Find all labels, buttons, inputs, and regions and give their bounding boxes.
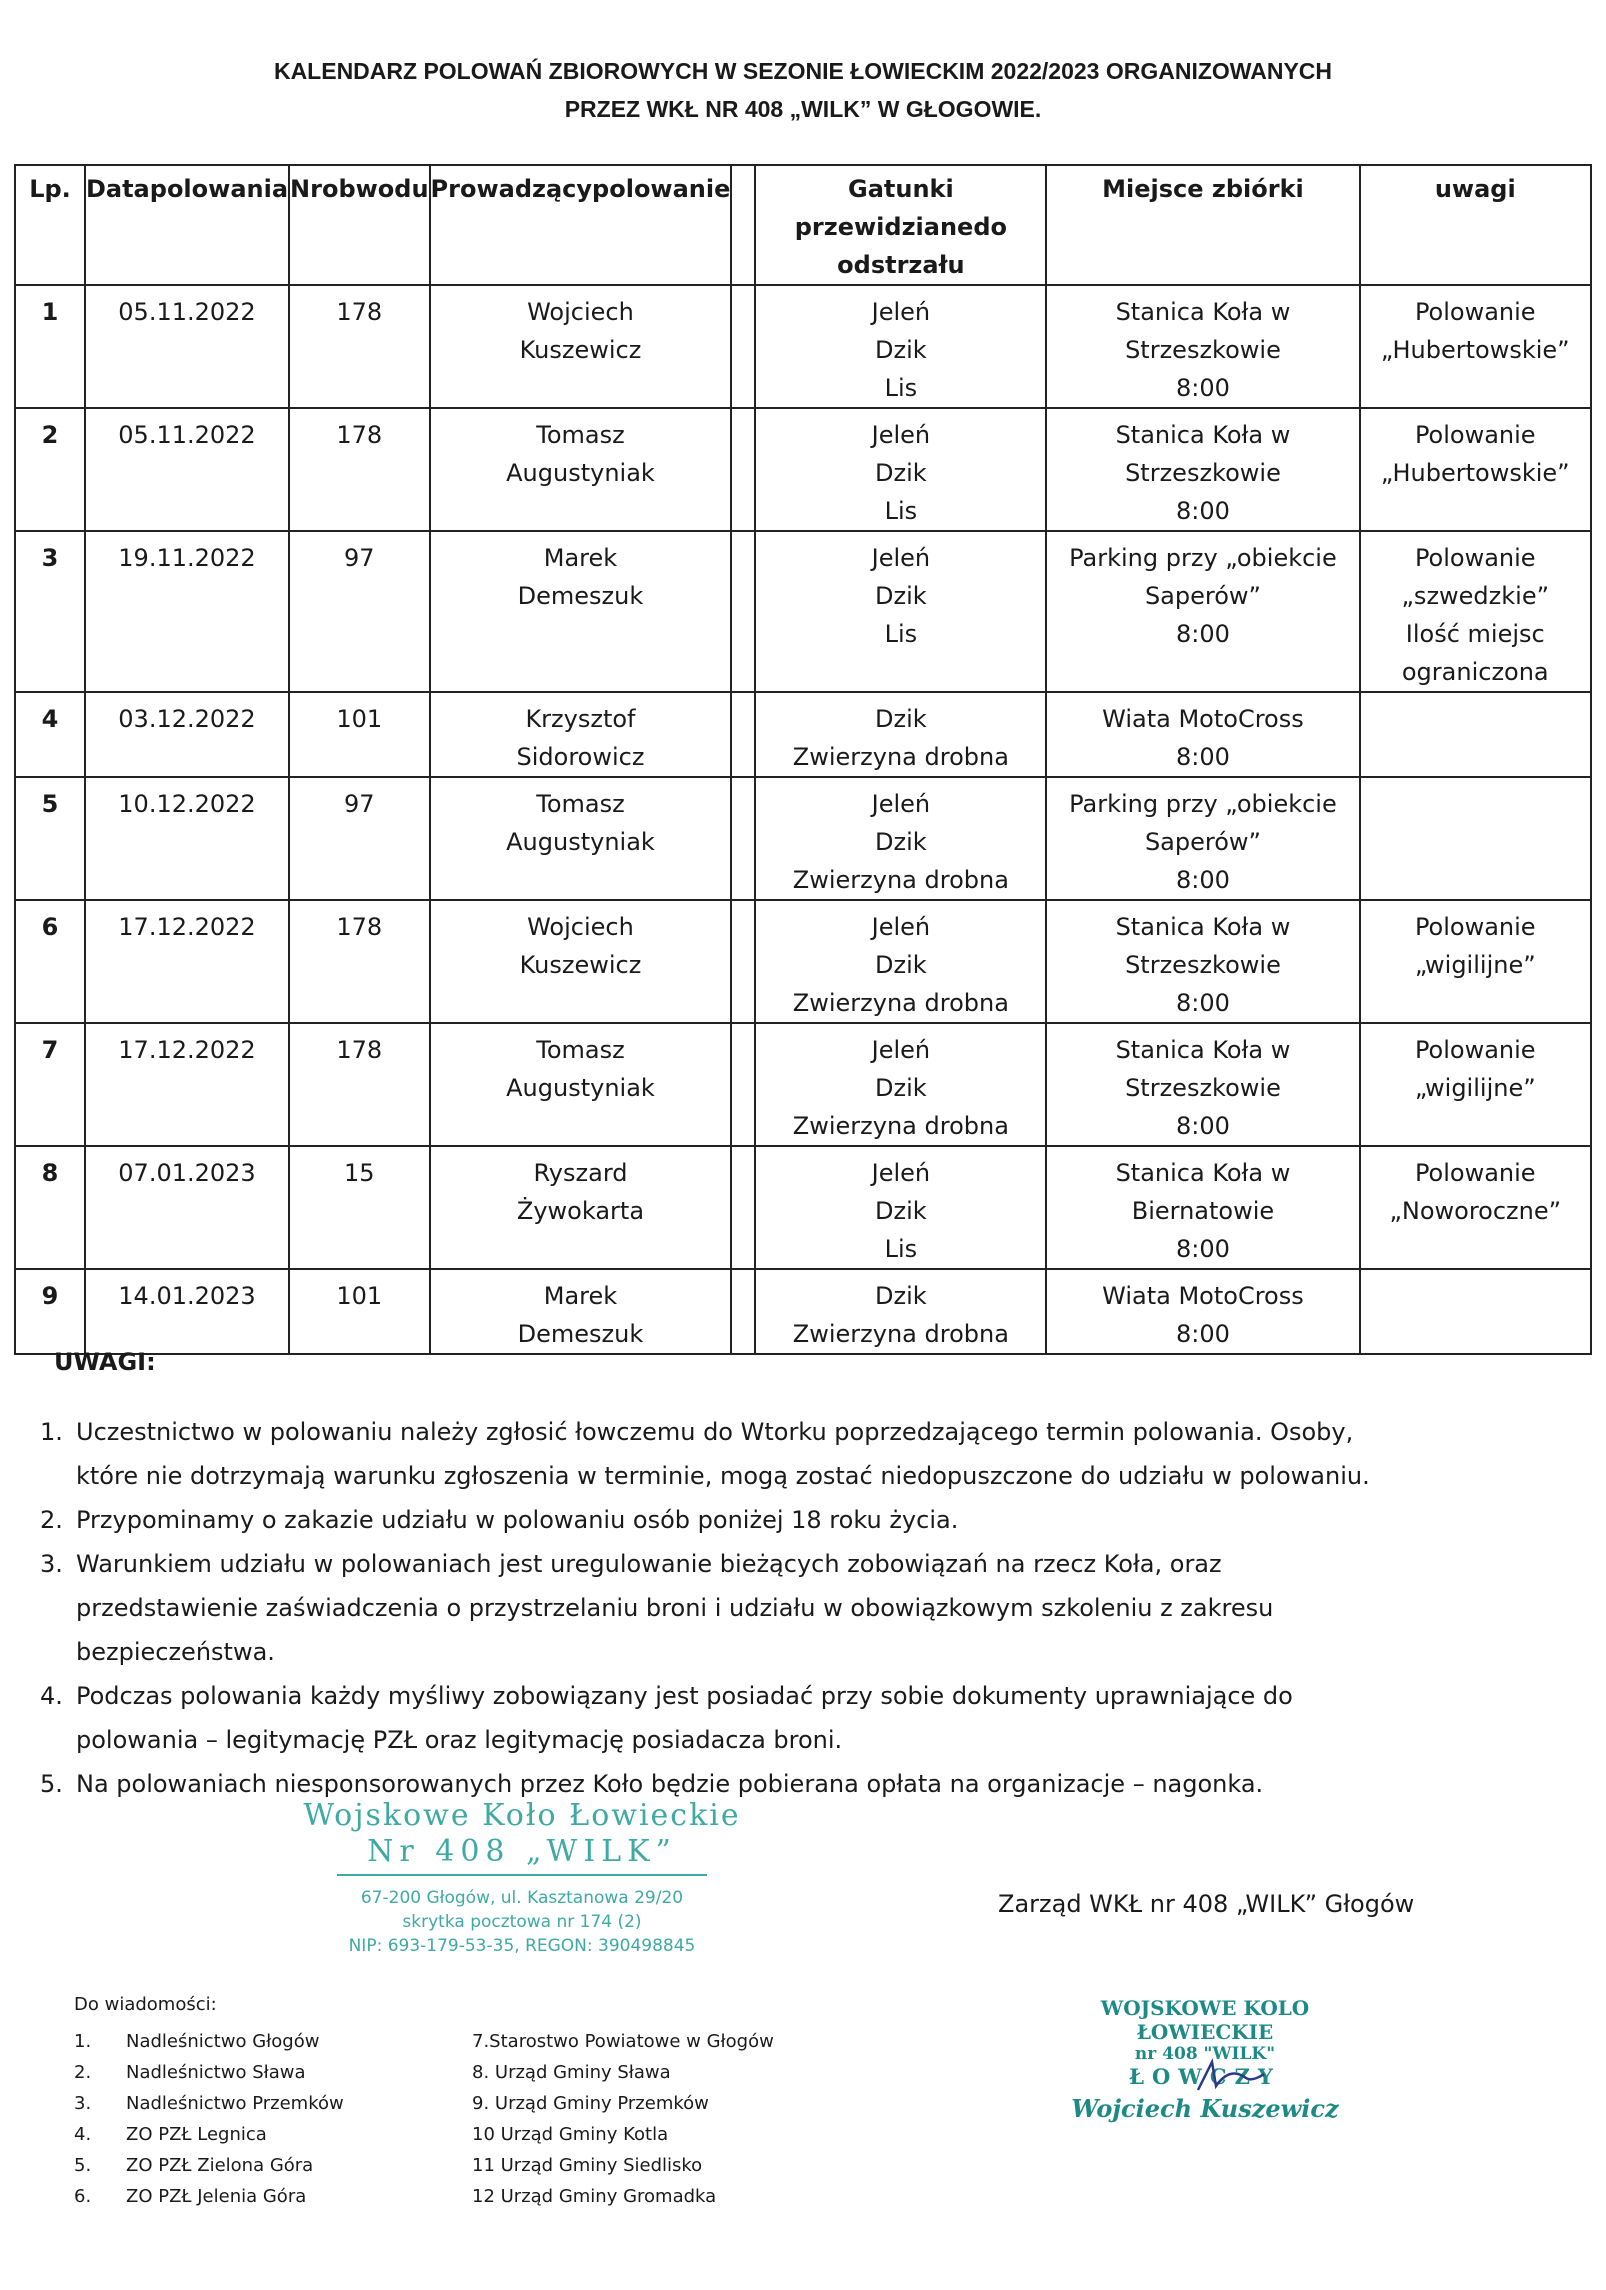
club-stamp <box>292 1798 752 1958</box>
cell-notes: Polowanie „wigilijne” <box>1360 1023 1591 1146</box>
cell-date: 17.12.2022 <box>85 1023 289 1146</box>
cell-species: Jeleń Dzik Zwierzyna drobna <box>755 1023 1046 1146</box>
cell-nr: 178 <box>289 285 430 408</box>
cell-place: Parking przy „obiekcie Saperów” 8:00 <box>1046 777 1359 900</box>
stamp-address: 67-200 Głogów, ul. Kasztanowa 29/20 <box>360 1888 684 1908</box>
distribution-item: 12 Urząd Gminy Gromadka <box>472 2186 717 2207</box>
cell-lp: 9 <box>15 1269 85 1354</box>
remark-item <box>40 1410 1540 1498</box>
stamp-postbox: skrytka pocztowa nr 174 (2) <box>402 1912 642 1932</box>
distribution-item: 3. Nadleśnictwo Przemków <box>74 2093 344 2114</box>
cell-species: Dzik Zwierzyna drobna <box>755 1269 1046 1354</box>
cell-species: Jeleń Dzik Lis <box>755 531 1046 692</box>
cell-gap <box>731 531 755 692</box>
remark-item <box>40 1542 1540 1674</box>
distribution-list-right <box>472 2026 852 2212</box>
cell-lead: Krzysztof Sidorowicz <box>430 692 732 777</box>
cell-date: 05.11.2022 <box>85 285 289 408</box>
cell-lp: 3 <box>15 531 85 692</box>
cell-nr: 97 <box>289 777 430 900</box>
sig-name: Wojciech Kuszewicz <box>1071 2094 1339 2123</box>
distribution-item: 4. ZO PZŁ Legnica <box>74 2124 267 2145</box>
cell-lead: Wojciech Kuszewicz <box>430 900 732 1023</box>
cell-gap <box>731 285 755 408</box>
remark-number: 4. <box>40 1682 63 1710</box>
distribution-heading: Do wiadomości: <box>74 1994 217 2015</box>
remark-number: 3. <box>40 1550 63 1578</box>
cell-lead: Marek Demeszuk <box>430 531 732 692</box>
cell-notes <box>1360 692 1591 777</box>
header-notes: uwagi <box>1360 165 1591 285</box>
cell-date: 03.12.2022 <box>85 692 289 777</box>
handwritten-signature-icon <box>1190 2056 1270 2096</box>
cell-nr: 101 <box>289 1269 430 1354</box>
cell-species: Jeleń Dzik Zwierzyna drobna <box>755 900 1046 1023</box>
table-body <box>15 285 1591 1354</box>
cell-place: Parking przy „obiekcie Saperów” 8:00 <box>1046 531 1359 692</box>
table-row <box>15 1269 1591 1354</box>
cell-gap <box>731 1269 755 1354</box>
cell-notes: Polowanie „Noworoczne” <box>1360 1146 1591 1269</box>
title-line-2: PRZEZ WKŁ NR 408 „WILK” W GŁOGOWIE. <box>564 96 1042 122</box>
cell-notes <box>1360 777 1591 900</box>
cell-nr: 15 <box>289 1146 430 1269</box>
cell-lp: 4 <box>15 692 85 777</box>
remark-number: 2. <box>40 1506 63 1534</box>
cell-date: 05.11.2022 <box>85 408 289 531</box>
cell-date: 17.12.2022 <box>85 900 289 1023</box>
cell-date: 07.01.2023 <box>85 1146 289 1269</box>
cell-lp: 2 <box>15 408 85 531</box>
table-row <box>15 692 1591 777</box>
cell-lead: Tomasz Augustyniak <box>430 1023 732 1146</box>
distribution-item: 5. ZO PZŁ Zielona Góra <box>74 2155 314 2176</box>
remark-number: 1. <box>40 1418 63 1446</box>
cell-nr: 101 <box>289 692 430 777</box>
cell-date: 14.01.2023 <box>85 1269 289 1354</box>
remarks-list <box>40 1410 1540 1806</box>
cell-species: Jeleń Dzik Lis <box>755 285 1046 408</box>
cell-place: Stanica Koła w Biernatowie 8:00 <box>1046 1146 1359 1269</box>
cell-date: 19.11.2022 <box>85 531 289 692</box>
cell-place: Stanica Koła w Strzeszkowie 8:00 <box>1046 1023 1359 1146</box>
remark-number: 5. <box>40 1770 63 1798</box>
cell-gap <box>731 1023 755 1146</box>
distribution-item: 10 Urząd Gminy Kotla <box>472 2124 669 2145</box>
hunt-calendar-table <box>14 164 1592 1355</box>
distribution-item: 1. Nadleśnictwo Głogów <box>74 2031 320 2052</box>
header-gap <box>731 165 755 285</box>
distribution-list-left <box>74 2026 454 2212</box>
remark-text: Uczestnictwo w polowaniu należy zgłosić łowczemu do Wtorku poprzedzającego termin polowania. Osoby, które nie dotrzymają warunku zgłoszenia w terminie, mogą zostać niedopuszczone do udziału w polowaniu. <box>76 1418 1370 1490</box>
remark-text: Podczas polowania każdy myśliwy zobowiązany jest posiadać przy sobie dokumenty uprawniające do polowania – legitymację PZŁ oraz legitymację posiadacza broni. <box>76 1682 1293 1754</box>
table-row <box>15 777 1591 900</box>
cell-lp: 5 <box>15 777 85 900</box>
distribution-item: 2. Nadleśnictwo Sława <box>74 2062 306 2083</box>
distribution-item: 9. Urząd Gminy Przemków <box>472 2093 709 2114</box>
cell-nr: 178 <box>289 900 430 1023</box>
cell-lead: Marek Demeszuk <box>430 1269 732 1354</box>
remark-item <box>40 1762 1540 1806</box>
remark-item <box>40 1498 1540 1542</box>
cell-notes: Polowanie „wigilijne” <box>1360 900 1591 1023</box>
header-lp: Lp. <box>15 165 85 285</box>
remark-text: Przypominamy o zakazie udziału w polowaniu osób poniżej 18 roku życia. <box>76 1506 959 1534</box>
cell-place: Stanica Koła w Strzeszkowie 8:00 <box>1046 408 1359 531</box>
sig-title: ŁOWCZY <box>1129 2064 1281 2089</box>
table-row <box>15 408 1591 531</box>
cell-species: Jeleń Dzik Lis <box>755 1146 1046 1269</box>
remark-text: Na polowaniach niesponsorowanych przez Koło będzie pobierana opłata na organizacje – nagonka. <box>76 1770 1264 1798</box>
stamp-club-number: Nr 408 „WILK” <box>337 1834 707 1876</box>
cell-gap <box>731 408 755 531</box>
cell-nr: 178 <box>289 408 430 531</box>
cell-lp: 1 <box>15 285 85 408</box>
table-row <box>15 900 1591 1023</box>
table-row <box>15 285 1591 408</box>
cell-notes: Polowanie „Hubertowskie” <box>1360 408 1591 531</box>
stamp-club-name: Wojskowe Koło Łowieckie <box>303 1798 741 1833</box>
cell-lp: 7 <box>15 1023 85 1146</box>
cell-place: Wiata MotoCross 8:00 <box>1046 692 1359 777</box>
cell-notes: Polowanie „Hubertowskie” <box>1360 285 1591 408</box>
cell-species: Jeleń Dzik Zwierzyna drobna <box>755 777 1046 900</box>
distribution-item: 7.Starostwo Powiatowe w Głogów <box>472 2031 774 2052</box>
cell-lead: Ryszard Żywokarta <box>430 1146 732 1269</box>
cell-place: Stanica Koła w Strzeszkowie 8:00 <box>1046 900 1359 1023</box>
stamp-ids: NIP: 693-179-53-35, REGON: 390498845 <box>348 1936 696 1956</box>
hunt-master-stamp <box>1040 1996 1370 2124</box>
cell-nr: 178 <box>289 1023 430 1146</box>
cell-lead: Wojciech Kuszewicz <box>430 285 732 408</box>
cell-date: 10.12.2022 <box>85 777 289 900</box>
sig-club-number: nr 408 "WILK" <box>1134 2044 1276 2064</box>
table-row <box>15 1146 1591 1269</box>
cell-notes: Polowanie „szwedzkie” Ilość miejsc ograniczona <box>1360 531 1591 692</box>
sig-club-name: WOJSKOWE KOLO ŁOWIECKIE <box>1100 1996 1310 2044</box>
cell-gap <box>731 900 755 1023</box>
remark-item <box>40 1674 1540 1762</box>
header-nr: Nrobwodu <box>289 165 430 285</box>
board-signature-label: Zarząd WKŁ nr 408 „WILK” Głogów <box>998 1890 1415 1918</box>
cell-lp: 6 <box>15 900 85 1023</box>
cell-species: Jeleń Dzik Lis <box>755 408 1046 531</box>
distribution-item: 11 Urząd Gminy Siedlisko <box>472 2155 703 2176</box>
cell-notes <box>1360 1269 1591 1354</box>
remarks-heading: UWAGI: <box>54 1348 156 1376</box>
cell-gap <box>731 777 755 900</box>
title-line-1: KALENDARZ POLOWAŃ ZBIOROWYCH W SEZONIE ŁOWIECKIM 2022/2023 ORGANIZOWANYCH <box>273 58 1333 84</box>
cell-place: Stanica Koła w Strzeszkowie 8:00 <box>1046 285 1359 408</box>
table-header-row <box>15 165 1591 285</box>
cell-place: Wiata MotoCross 8:00 <box>1046 1269 1359 1354</box>
document-title <box>0 52 1606 128</box>
header-place: Miejsce zbiórki <box>1046 165 1359 285</box>
header-date: Datapolowania <box>85 165 289 285</box>
header-lead: Prowadzącypolowanie <box>430 165 732 285</box>
cell-species: Dzik Zwierzyna drobna <box>755 692 1046 777</box>
table-row <box>15 1023 1591 1146</box>
cell-gap <box>731 1146 755 1269</box>
table-row <box>15 531 1591 692</box>
distribution-item: 8. Urząd Gminy Sława <box>472 2062 671 2083</box>
cell-lead: Tomasz Augustyniak <box>430 777 732 900</box>
cell-lp: 8 <box>15 1146 85 1269</box>
cell-nr: 97 <box>289 531 430 692</box>
header-species: Gatunki przewidzianedo odstrzału <box>755 165 1046 285</box>
cell-lead: Tomasz Augustyniak <box>430 408 732 531</box>
remark-text: Warunkiem udziału w polowaniach jest uregulowanie bieżących zobowiązań na rzecz Koła, oraz przedstawienie zaświadczenia o przystrzelaniu broni i udziału w obowiązkowym szkoleniu z zakresu bezpieczeństwa. <box>76 1550 1274 1666</box>
distribution-item: 6. ZO PZŁ Jelenia Góra <box>74 2186 307 2207</box>
cell-gap <box>731 692 755 777</box>
